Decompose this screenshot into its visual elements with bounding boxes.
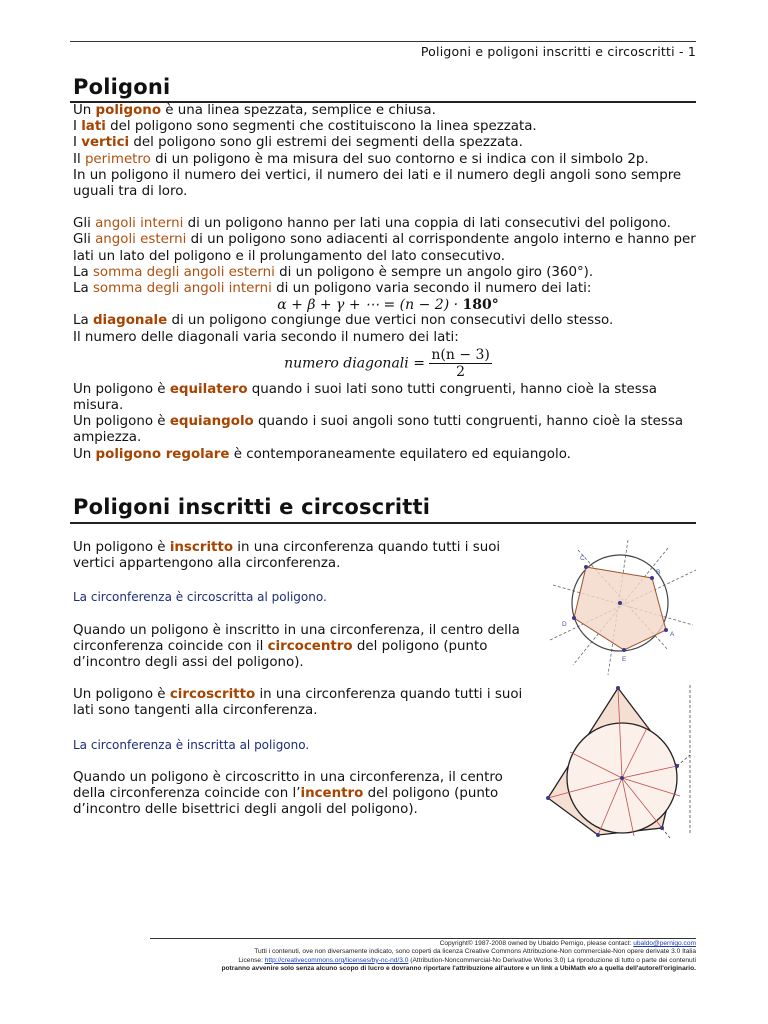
vertex-label: D	[562, 621, 567, 628]
section-inscritti-body	[73, 540, 533, 818]
paragraph: I lati del poligono sono segmenti che costituiscono la linea spezzata.	[73, 119, 537, 135]
keyword: vertici	[81, 135, 130, 151]
section-poligoni-body	[73, 103, 703, 463]
vertex-label: A	[670, 631, 675, 638]
section-rule	[70, 522, 696, 524]
vertex-label: B	[656, 569, 661, 576]
keyword: circocentro	[267, 638, 353, 654]
license-url-line: License: http://creativecommons.org/licenses/by-nc-nd/3.0 (Attribution-Noncommercial-No Derivative Works 3.0) La riproduzione di tutto o parte dei contenuti	[238, 956, 696, 964]
inscribed-polygon-figure	[548, 540, 698, 675]
keyword: equiangolo	[169, 414, 254, 430]
keyword: poligono regolare	[95, 446, 230, 462]
vertex-label: C	[580, 555, 585, 562]
paragraph: La diagonale di un poligono congiunge due vertici non consecutivi dello stesso.	[73, 313, 614, 329]
keyword: circoscritto	[169, 687, 256, 703]
keyword: equilatero	[169, 381, 248, 397]
paragraph: Quando un poligono è inscritto in una circonferenza, il centro della circonferenza coincide con il circocentro del poligono (punto d’incontro degli assi del poligono).	[73, 622, 520, 671]
keyword: perimetro	[84, 151, 151, 167]
keyword: somma degli angoli interni	[92, 281, 272, 297]
paragraph: Un poligono è equiangolo quando i suoi angoli sono tutti congruenti, hanno cioè la stessa ampiezza.	[73, 414, 684, 446]
footer	[136, 940, 696, 974]
running-head: Poligoni e poligoni inscritti e circoscritti - 1	[420, 44, 696, 59]
circumscribed-polygon-figure	[540, 680, 700, 840]
paragraph: Un poligono è inscritto in una circonferenza quando tutti i suoi vertici appartengono alla circonferenza.	[73, 540, 501, 572]
section-title-inscritti: Poligoni inscritti e circoscritti	[73, 495, 431, 519]
vertex-label: E	[622, 656, 627, 663]
paragraph: La somma degli angoli esterni di un poligono è sempre un angolo giro (360°).	[73, 264, 594, 280]
paragraph: Gli angoli esterni di un poligono sono adiacenti al corrispondente angolo interno e hanno per lati un lato del poligono e il prolungamento del lato consecutivo.	[73, 232, 696, 264]
paragraph: Gli angoli interni di un poligono hanno per lati una coppia di lati consecutivi del poligono.	[73, 216, 671, 232]
keyword: incentro	[300, 786, 364, 802]
paragraph: Un poligono regolare è contemporaneamente equilatero ed equiangolo.	[73, 446, 571, 462]
contact-email-link[interactable]: ubaldo@pernigo.com	[633, 940, 696, 947]
keyword: angoli esterni	[95, 232, 187, 248]
formula-sum-angles: α + β + γ + ⋯ = (n − 2) · 180°	[277, 297, 499, 314]
caption-note: La circonferenza è circoscritta al poligono.	[73, 590, 327, 605]
license-link[interactable]: http://creativecommons.org/licenses/by-nc-nd/3.0	[264, 956, 409, 964]
paragraph: I vertici del poligono sono gli estremi dei segmenti della spezzata.	[73, 135, 523, 151]
section-title-poligoni: Poligoni	[73, 75, 171, 99]
keyword: poligono	[95, 103, 162, 118]
footer-rule	[150, 938, 696, 939]
usage-line: potranno avvenire solo senza alcuno scopo di lucro e dovranno riportare l'attribuzione all'autore e un link a UbiMath e/o a quella dell'autore/l'originario.	[221, 965, 696, 973]
license-line: Tutti i contenuti, ove non diversamente indicato, sono coperti da licenza Creative Commons Attribuzione-Non commerciale-Non opere derivate 3.0 Italia	[254, 948, 696, 956]
keyword: angoli interni	[95, 216, 184, 232]
keyword: inscritto	[169, 540, 234, 555]
formula-diagonals: numero diagonali = $\frac{n(n - 3)}{2}$	[284, 346, 490, 380]
paragraph: Un poligono è circoscritto in una circonferenza quando tutti i suoi lati sono tangenti alla circonferenza.	[73, 687, 523, 719]
paragraph: Un poligono è una linea spezzata, semplice e chiusa.	[73, 103, 436, 118]
fraction: $\frac{n(n - 3)}{2}$	[431, 346, 490, 380]
header-rule	[70, 41, 696, 42]
copyright-line: Copyright© 1987-2008 owned by Ubaldo Pernigo, please contact: ubaldo@pernigo.com	[439, 940, 696, 947]
caption-note: La circonferenza è inscritta al poligono.	[73, 737, 310, 752]
paragraph: Il numero delle diagonali varia secondo il numero dei lati:	[73, 329, 459, 345]
keyword: somma degli angoli esterni	[92, 264, 275, 280]
paragraph: La somma degli angoli interni di un poligono varia secondo il numero dei lati:	[73, 281, 592, 297]
keyword: lati	[81, 119, 106, 135]
paragraph: Quando un poligono è circoscritto in una circonferenza, il centro della circonferenza coincide con l’incentro del poligono (punto d’incontro delle bisettrici degli angoli del poligono).	[73, 769, 503, 818]
paragraph: Il perimetro di un poligono è ma misura del suo contorno e si indica con il simbolo 2p.	[73, 151, 649, 167]
keyword: diagonale	[92, 313, 168, 329]
paragraph: Un poligono è equilatero quando i suoi lati sono tutti congruenti, hanno cioè la stessa misura.	[73, 381, 657, 414]
paragraph: In un poligono il numero dei vertici, il numero dei lati e il numero degli angoli sono sempre uguali tra di loro.	[73, 167, 682, 200]
